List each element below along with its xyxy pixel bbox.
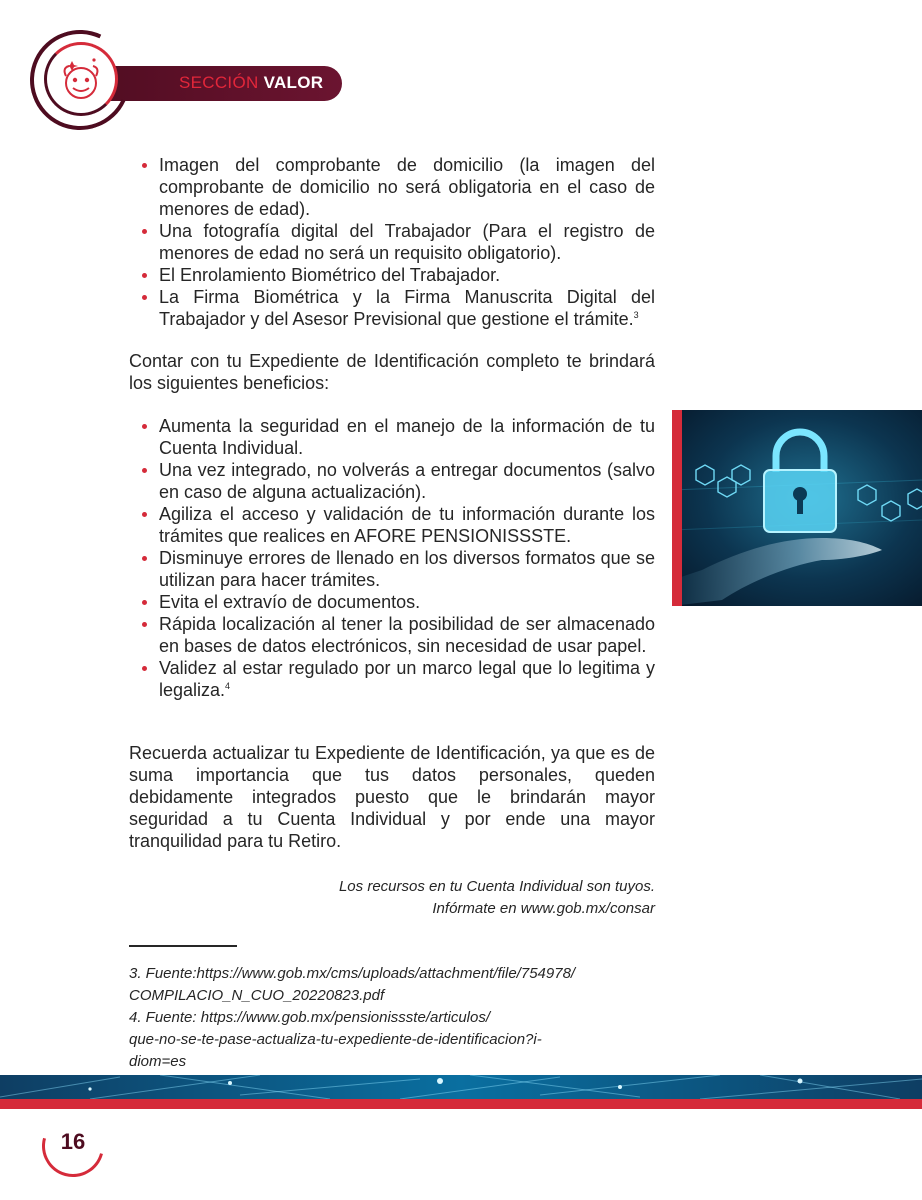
benefits-list-block xyxy=(129,415,655,701)
footnotes xyxy=(129,963,669,1073)
footnote-3-line1: 3. Fuente:https://www.gob.mx/cms/uploads/attachment/file/754978/ xyxy=(129,965,576,982)
footnote-4-line3: diom=es xyxy=(129,1053,187,1070)
list-item: Una fotografía digital del Trabajador (Para el registro de menores de edad no será un requisito obligatorio). xyxy=(129,220,655,264)
list-item: Disminuye errores de llenado en los diversos formatos que se utilizan para hacer trámites. xyxy=(129,547,655,591)
footnote-ref: 4 xyxy=(225,681,231,691)
benefits-list xyxy=(129,415,655,701)
list-item: Agiliza el acceso y validación de tu información durante los trámites que realices en AFORE PENSIONISSSTE. xyxy=(129,503,655,547)
network-lines-decoration xyxy=(0,1075,922,1099)
list-item: Una vez integrado, no volverás a entregar documentos (salvo en caso de alguna actualización). xyxy=(129,459,655,503)
footnote-3-line2: COMPILACIO_N_CUO_20220823.pdf xyxy=(129,987,385,1004)
list-item: Validez al estar regulado por un marco legal que lo legitima y legaliza.$^4$ xyxy=(129,657,655,701)
section-title xyxy=(179,73,323,93)
requirements-list xyxy=(129,154,655,330)
requirements-list-block xyxy=(129,154,655,330)
list-item: Evita el extravío de documentos. xyxy=(129,591,655,613)
padlock-hand-illustration xyxy=(672,410,922,606)
decorative-network-band xyxy=(0,1075,922,1099)
consar-note xyxy=(129,876,655,920)
closing-block xyxy=(129,742,655,852)
paragraph: Recuerda actualizar tu Expediente de Identificación, ya que es de suma importancia que tus datos personales, queden debidamente integrados puesto que le brindarán mayor seguridad a tu Cuenta Individual y por ende una mayor tranquilidad para tu Retiro. xyxy=(129,743,655,851)
footnote-4-line1: 4. Fuente: https://www.gob.mx/pensionissste/articulos/ xyxy=(129,1009,491,1026)
mascot-face-icon xyxy=(52,52,110,110)
page-number: 16 xyxy=(60,1129,86,1154)
list-item: Aumenta la seguridad en el manejo de la información de tu Cuenta Individual. xyxy=(129,415,655,459)
list-item: Rápida localización al tener la posibilidad de ser almacenado en bases de datos electrónicos, sin necesidad de usar papel. xyxy=(129,613,655,657)
consar-note-line2: Infórmate en www.gob.mx/consar xyxy=(432,900,655,917)
footer-red-stripe xyxy=(0,1099,922,1109)
list-item: El Enrolamiento Biométrico del Trabajador. xyxy=(129,264,655,286)
security-photo xyxy=(672,410,922,606)
footnote-4-line2: que-no-se-te-pase-actualiza-tu-expediente-de-identificacion?i- xyxy=(129,1031,542,1048)
photo-accent-bar xyxy=(672,410,682,606)
consar-note-line1: Los recursos en tu Cuenta Individual son tuyos. xyxy=(338,878,655,895)
benefits-intro xyxy=(129,350,655,394)
footnote-divider xyxy=(129,945,237,947)
paragraph: Contar con tu Expediente de Identificación completo te brindará los siguientes beneficios: xyxy=(129,351,655,393)
footnote-ref: 3 xyxy=(633,310,639,320)
list-item: Imagen del comprobante de domicilio (la imagen del comprobante de domicilio no será obligatoria en el caso de menores de edad). xyxy=(129,154,655,220)
section-title-word2: VALOR xyxy=(263,73,324,92)
list-item: La Firma Biométrica y la Firma Manuscrita Digital del Trabajador y del Asesor Previsional que gestione el trámite.$^3$ xyxy=(129,286,655,330)
section-title-word1: SECCIÓN xyxy=(179,73,259,92)
